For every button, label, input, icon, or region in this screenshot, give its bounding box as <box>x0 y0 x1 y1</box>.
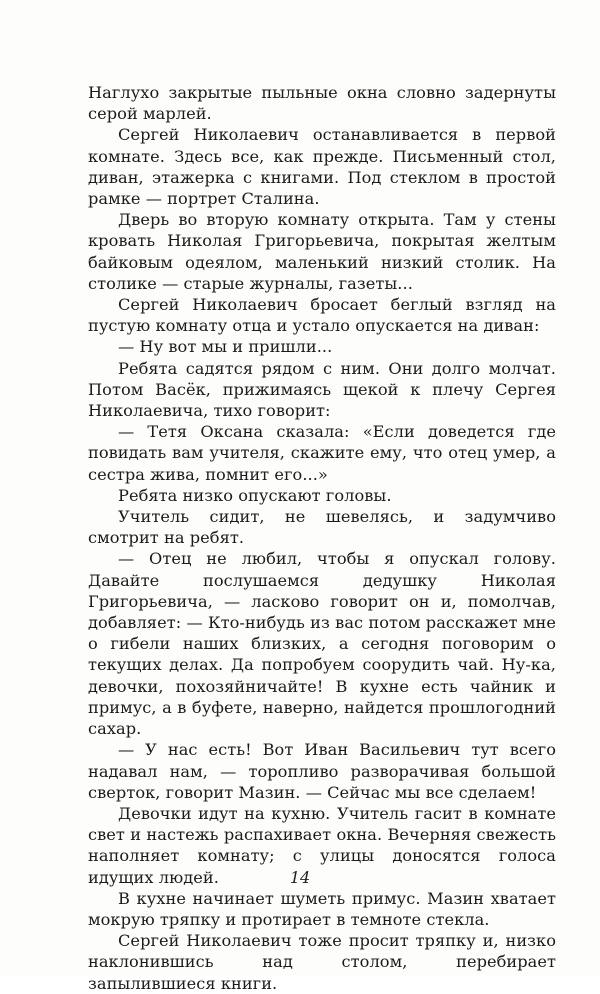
page-number: 14 <box>289 868 311 887</box>
paragraph: Сергей Николаевич останавливается в первой комнате. Здесь все, как прежде. Письменный стол, диван, этажерка с книгами. Под стеклом в простой рамке — портрет Сталина. <box>88 125 556 209</box>
paragraph: В кухне начинает шуметь примус. Мазин хватает мокрую тряпку и протирает в темноте стекла. <box>88 888 556 929</box>
paragraph: Девочки идут на кухню. Учитель гасит в комнате свет и настежь распахивает окна. Вечерняя свежесть наполняет комнату; с улицы доносятся голоса идущих людей. <box>88 803 556 887</box>
paragraph: — Тетя Оксана сказала: «Если доведется где повидать вам учителя, скажите ему, что отец умер, а сестра жива, помнит его...» <box>88 422 556 484</box>
paragraph: Ребята низко опускают головы. <box>118 485 392 505</box>
paragraph: — У нас есть! Вот Иван Васильевич тут всего надавал нам, — торопливо разворачивая большой сверток, говорит Мазин. — Сейчас мы все сделаем! <box>88 740 556 802</box>
paragraph: Дверь во вторую комнату открыта. Там у стены кровать Николая Григорьевича, покрытая желтым байковым одеялом, маленький низкий столик. На столике — старые журналы, газеты... <box>88 210 556 293</box>
paragraph: Сергей Николаевич бросает беглый взгляд на пустую комнату отца и устало опускается на диван: <box>88 295 556 336</box>
paragraph: — Отец не любил, чтобы я опускал голову. Давайте послушаемся дедушку Николая Григорьевича, — ласково говорит он и, помолчав, добавляет: — Кто-нибудь из вас потом расскажет мне о гибели наших близких, а сегодня поговорим о текущих делах. Да попробуем соорудить чай. Ну-ка, девочки, похозяйничайте! В кухне есть чайник и примус, а в буфете, наверно, найдется прошлогодний сахар. <box>88 549 556 739</box>
paragraph: Сергей Николаевич тоже просит тряпку и, низко наклонившись над столом, перебирает запылившиеся книги. <box>88 931 556 993</box>
paragraph: Учитель сидит, не шевелясь, и задумчиво смотрит на ребят. <box>88 507 556 548</box>
paragraph: — Ну вот мы и пришли... <box>118 337 333 357</box>
page-text <box>88 82 556 994</box>
paragraph: Ребята садятся рядом с ним. Они долго молчат. Потом Васёк, прижимаясь щекой к плечу Сергея Николаевича, тихо говорит: <box>88 358 556 421</box>
paragraph: Наглухо закрытые пыльные окна словно задернуты серой марлей. <box>88 83 556 124</box>
